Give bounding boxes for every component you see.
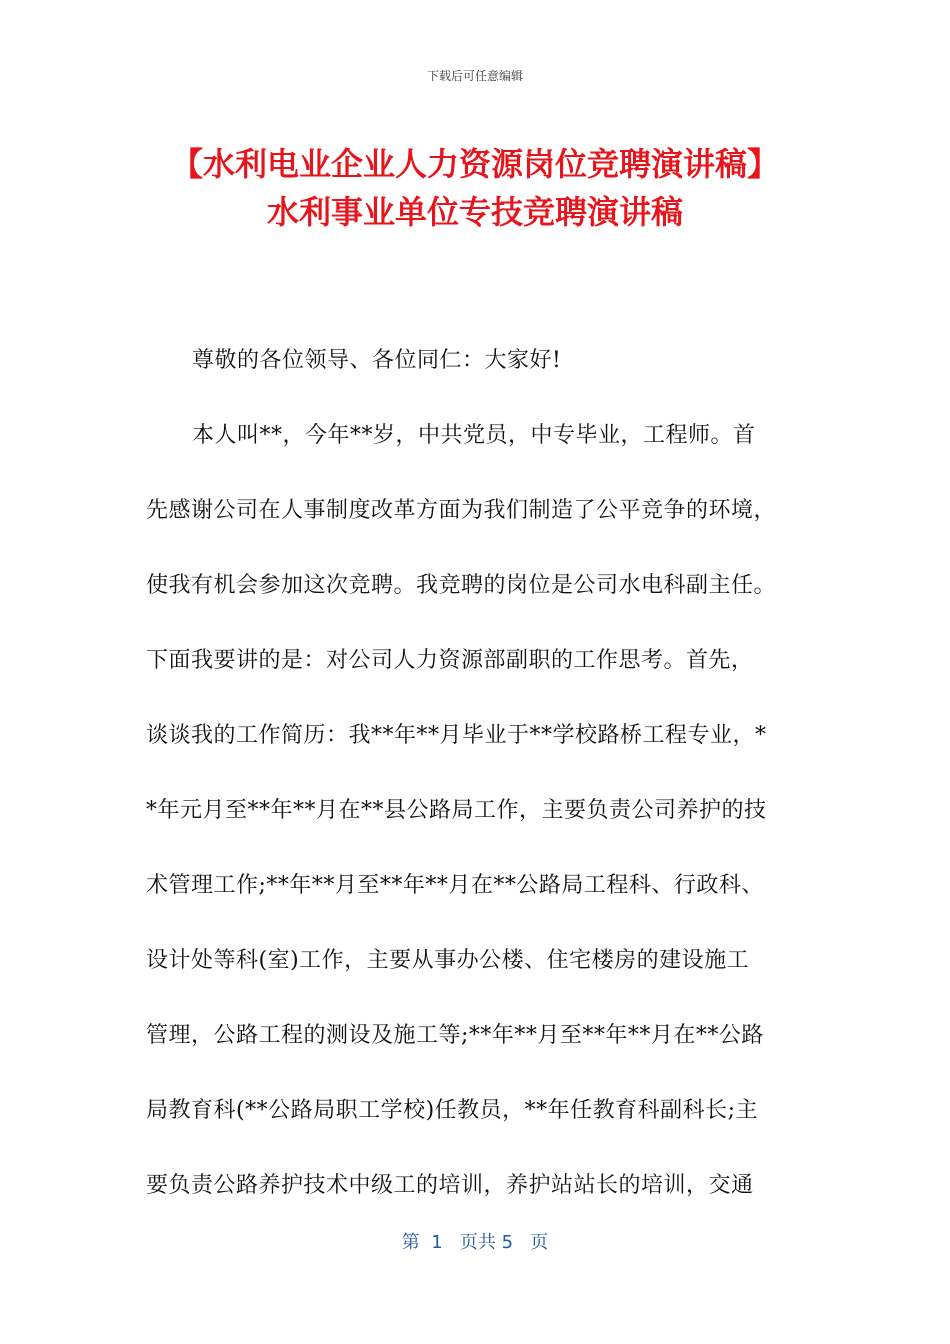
title-line-2: 水利事业单位专技竞聘演讲稿 <box>266 193 683 231</box>
header-note: 下载后可任意编辑 <box>426 69 523 83</box>
document-body <box>146 323 806 1223</box>
body-line: 先感谢公司在人事制度改革方面为我们制造了公平竞争的环境， <box>146 498 777 523</box>
body-line: 要负责公路养护技术中级工的培训，养护站站长的培训，交通 <box>146 1173 754 1198</box>
body-line: 本人叫**，今年**岁，中共党员，中专毕业，工程师。首 <box>192 423 756 448</box>
body-line: 管理，公路工程的测设及施工等;**年**月至**年**月在**公路 <box>146 1023 764 1048</box>
page-number-footer: 第 1 页共 5 页 <box>401 1232 549 1253</box>
title-line-1: 【水利电业企业人力资源岗位竞聘演讲稿】 <box>170 145 779 183</box>
body-line: 下面我要讲的是：对公司人力资源部副职的工作思考。首先， <box>146 648 754 673</box>
document-title <box>0 140 950 236</box>
body-line: 使我有机会参加这次竞聘。我竞聘的岗位是公司水电科副主任。 <box>146 573 777 598</box>
greeting-paragraph: 尊敬的各位领导、各位同仁：大家好! <box>192 348 562 373</box>
body-line: 谈谈我的工作简历：我**年**月毕业于**学校路桥工程专业，* <box>146 723 767 748</box>
body-line: 局教育科(**公路局职工学校)任教员，**年任教育科副科长;主 <box>146 1098 759 1123</box>
body-line: 术管理工作;**年**月至**年**月在**公路局工程科、行政科、 <box>146 873 764 898</box>
body-line: *年元月至**年**月在**县公路局工作，主要负责公司养护的技 <box>146 798 767 823</box>
body-line: 设计处等科(室)工作，主要从事办公楼、住宅楼房的建设施工 <box>146 948 750 973</box>
